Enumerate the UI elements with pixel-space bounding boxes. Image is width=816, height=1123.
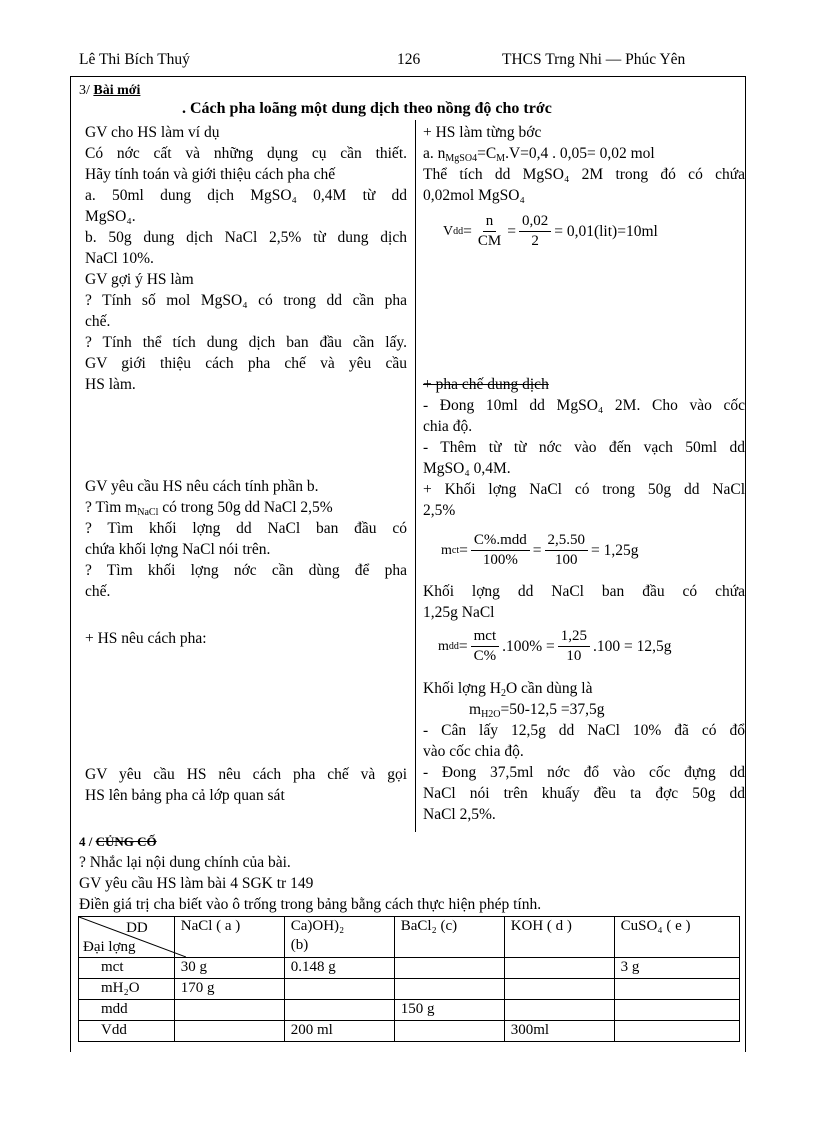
left-line: ? Tìm khối lợng dd NaCl ban đầu có xyxy=(85,520,407,537)
fraction xyxy=(475,212,504,251)
left-text: có trong 50g dd NaCl 2,5% xyxy=(158,499,333,516)
left-line: GV giới thiệu cách pha chế và yêu cầu xyxy=(85,355,407,372)
table-header-cell xyxy=(284,917,394,958)
left-line: HS làm. xyxy=(85,376,136,393)
table-cell: 200 ml xyxy=(284,1021,394,1042)
right-text: =C xyxy=(477,145,497,162)
left-line: GV yêu cầu HS nêu cách pha chế và gọi xyxy=(85,766,407,783)
left-line: Có nớc cất và những dụng cụ cần thiết. xyxy=(85,145,407,162)
table-cell xyxy=(394,958,504,979)
right-text: a. n xyxy=(423,145,446,162)
row-label: mct xyxy=(79,958,175,979)
left-line xyxy=(85,497,407,518)
right-column-middle xyxy=(423,374,745,521)
table-cell xyxy=(614,979,739,1000)
formula-label: m xyxy=(438,638,449,654)
row-label: mH₂O xyxy=(79,979,175,1000)
section3-label: Bài mới xyxy=(93,83,141,98)
corner-bottom-label: Đại lợng xyxy=(83,939,136,955)
right-line: MgSO₄ 0,4M. xyxy=(423,460,511,477)
numerator: 0,02 xyxy=(519,212,551,232)
left-line: chứa khối lợng NaCl nói trên. xyxy=(85,541,271,558)
denominator: C% xyxy=(473,648,497,664)
right-text: Khối lợng H xyxy=(423,680,501,697)
fraction xyxy=(519,212,551,251)
table-cell xyxy=(174,1021,284,1042)
column-divider xyxy=(415,120,416,832)
header-author: Lê Thi Bích Thuý xyxy=(79,51,190,68)
table-row xyxy=(79,958,740,979)
left-line: a. 50ml dung dịch MgSO₄ 0,4M từ dd xyxy=(85,187,407,204)
numerator: mct xyxy=(471,627,500,647)
table-cell: 3 g xyxy=(614,958,739,979)
header-text: Ca)OH)₂ xyxy=(290,918,345,934)
table-cell xyxy=(614,1021,739,1042)
table-header-cell: CuSO₄ ( e ) xyxy=(614,917,739,958)
left-line: b. 50g dung dịch NaCl 2,5% từ dung dịch xyxy=(85,229,407,246)
section3-heading xyxy=(79,84,140,98)
values-table xyxy=(78,916,740,1042)
right-line: Khối lợng dd NaCl ban đầu có chứa xyxy=(423,583,745,600)
section3-number: 3/ xyxy=(79,83,90,98)
left-subscript: NaCl xyxy=(137,507,159,518)
left-line: GV cho HS làm ví dụ xyxy=(85,124,220,141)
table-cell: 0.148 g xyxy=(284,958,394,979)
left-line: NaCl 10%. xyxy=(85,250,154,267)
fraction xyxy=(471,531,530,570)
formula-equals: = xyxy=(463,222,472,240)
right-line: 2,5% xyxy=(423,502,456,519)
right-text: .V=0,4 . 0,05= 0,02 mol xyxy=(505,145,655,162)
table-cell xyxy=(174,1000,284,1021)
section4-label: CỦNG CỐ xyxy=(95,834,157,849)
right-subscript: 2 xyxy=(500,688,506,699)
formula-result-ml: =10ml xyxy=(617,222,658,240)
table-cell xyxy=(504,979,614,1000)
formula-volume: V dd = $\frac{n}{CM}$ = $\frac{0,02}{2}$ = 0,01(lit) =10ml xyxy=(443,213,658,249)
header-school: THCS Trng Nhi — Phúc Yên xyxy=(502,51,686,68)
table-row xyxy=(79,1000,740,1021)
right-subscript: M xyxy=(496,153,506,164)
right-text: m xyxy=(469,701,482,718)
right-line: - Cân lấy 12,5g dd NaCl 10% đã có đổ xyxy=(423,722,745,739)
left-column-closing xyxy=(85,764,407,806)
fraction xyxy=(558,627,590,666)
fraction xyxy=(545,531,589,570)
right-line: + Khối lợng NaCl có trong 50g dd NaCl xyxy=(423,481,745,498)
numerator: C%.mdd xyxy=(471,531,530,551)
left-line: GV yêu cầu HS nêu cách tính phần b. xyxy=(85,478,319,495)
left-column xyxy=(85,122,407,395)
table-cell xyxy=(394,979,504,1000)
left-line: chế. xyxy=(85,583,111,600)
frame-left-border xyxy=(70,76,71,1052)
corner-top-label: DD xyxy=(126,920,148,936)
left-line: ? Tìm khối lợng nớc cần dùng để pha xyxy=(85,562,407,579)
section4-number: 4 / xyxy=(79,834,93,849)
section3-title: . Cách pha loãng một dung dịch theo nồng độ cho trớc xyxy=(182,100,552,117)
table-cell xyxy=(284,1000,394,1021)
section4-line: ? Nhắc lại nội dung chính của bài. xyxy=(79,854,291,871)
formula-solute-mass: m ct = $\frac{\text{C\%.mdd}}{100\%}$ = $\frac{2,5.50}{100}$ = 1,25g xyxy=(441,532,639,568)
left-line: ? Tính thể tích dung dịch ban đầu cần lấy. xyxy=(85,334,407,351)
table-cell: 30 g xyxy=(174,958,284,979)
left-line: GV gợi ý HS làm xyxy=(85,271,194,288)
formula-label: V xyxy=(443,223,454,239)
formula-middle: .100% = xyxy=(502,637,555,655)
right-column-lower xyxy=(423,581,745,623)
right-subscript: MgSO4 xyxy=(445,153,478,164)
table-cell: 150 g xyxy=(394,1000,504,1021)
row-label: mdd xyxy=(79,1000,175,1021)
left-column-part-b xyxy=(85,476,407,602)
denominator: 100 xyxy=(555,552,578,568)
left-line: + HS nêu cách pha: xyxy=(85,630,207,647)
right-line: 0,02mol MgSO₄ xyxy=(423,187,525,204)
table-cell xyxy=(284,979,394,1000)
right-line: chia độ. xyxy=(423,418,473,435)
row-label: Vdd xyxy=(79,1021,175,1042)
table-header-cell: KOH ( d ) xyxy=(504,917,614,958)
right-line: + HS làm từng bớc xyxy=(423,124,542,141)
table-row xyxy=(79,1021,740,1042)
section4-heading xyxy=(79,835,157,848)
table-cell xyxy=(504,1000,614,1021)
section4-line: Điền giá trị cha biết vào ô trống trong bảng bằng cách thực hiện phép tính. xyxy=(79,896,542,913)
numerator: 1,25 xyxy=(558,627,590,647)
table-cell: 170 g xyxy=(174,979,284,1000)
numerator: n xyxy=(483,212,497,232)
right-line xyxy=(423,143,745,164)
right-line: 1,25g NaCl xyxy=(423,604,495,621)
table-cell xyxy=(394,1021,504,1042)
table-cell xyxy=(504,958,614,979)
frame-right-border xyxy=(745,76,746,1052)
right-line: + pha chế dung dịch xyxy=(423,376,549,393)
header-text: (b) xyxy=(290,937,309,953)
left-line: Hãy tính toán và giới thiệu cách pha chế xyxy=(85,166,336,183)
right-line: vào cốc chia độ. xyxy=(423,743,524,760)
right-line: - Thêm từ từ nớc vào đến vạch 50ml dd xyxy=(423,439,745,456)
right-column-bottom xyxy=(423,678,745,825)
left-line: chế. xyxy=(85,313,111,330)
right-line: - Đong 37,5ml nớc đổ vào cốc đựng dd xyxy=(423,764,745,781)
right-line: NaCl 2,5%. xyxy=(423,806,496,823)
section4-line: GV yêu cầu HS làm bài 4 SGK tr 149 xyxy=(79,875,314,892)
right-text: O cần dùng là xyxy=(505,680,593,697)
formula-result: = 1,25g xyxy=(591,541,639,559)
denominator: CM xyxy=(477,233,502,249)
denominator: 100% xyxy=(482,552,518,568)
left-line: HS lên bảng pha cả lớp quan sát xyxy=(85,787,285,804)
table-cell xyxy=(614,1000,739,1021)
left-line: MgSO₄. xyxy=(85,208,136,225)
denominator: 10 xyxy=(566,648,582,664)
right-subscript: H2O xyxy=(481,709,501,720)
right-line: NaCl nói trên khuấy đều ta đợc 50g dd xyxy=(423,785,745,802)
formula-solution-mass: m dd = $\frac{\text{mct}}{C\%}$ .100% = $\frac{1,25}{10}$ .100 = 12,5g xyxy=(438,628,672,664)
table-corner-cell xyxy=(79,917,175,958)
right-line: Thể tích dd MgSO₄ 2M trong đó có chứa xyxy=(423,166,745,183)
table-row xyxy=(79,979,740,1000)
table-header-row xyxy=(79,917,740,958)
header-page-number: 126 xyxy=(397,51,421,68)
left-text: ? Tìm m xyxy=(85,499,138,516)
formula-result: = 0,01(lit) xyxy=(554,222,618,240)
section4-text xyxy=(79,852,541,915)
formula-label: m xyxy=(441,542,452,558)
right-column-top xyxy=(423,122,745,206)
numerator: 2,5.50 xyxy=(545,531,589,551)
denominator: 2 xyxy=(531,233,539,249)
table-header-cell: NaCl ( a ) xyxy=(174,917,284,958)
right-text: =50-12,5 =37,5g xyxy=(500,701,605,718)
fraction xyxy=(471,627,500,666)
right-line: - Đong 10ml dd MgSO₄ 2M. Cho vào cốc xyxy=(423,397,745,414)
table-header-cell: BaCl₂ (c) xyxy=(394,917,504,958)
left-line: ? Tính số mol MgSO₄ có trong dd cần pha xyxy=(85,292,407,309)
right-line xyxy=(423,699,745,720)
table-cell: 300ml xyxy=(504,1021,614,1042)
frame-top-border xyxy=(70,76,746,77)
right-line xyxy=(423,678,745,699)
formula-result: .100 = 12,5g xyxy=(593,637,672,655)
